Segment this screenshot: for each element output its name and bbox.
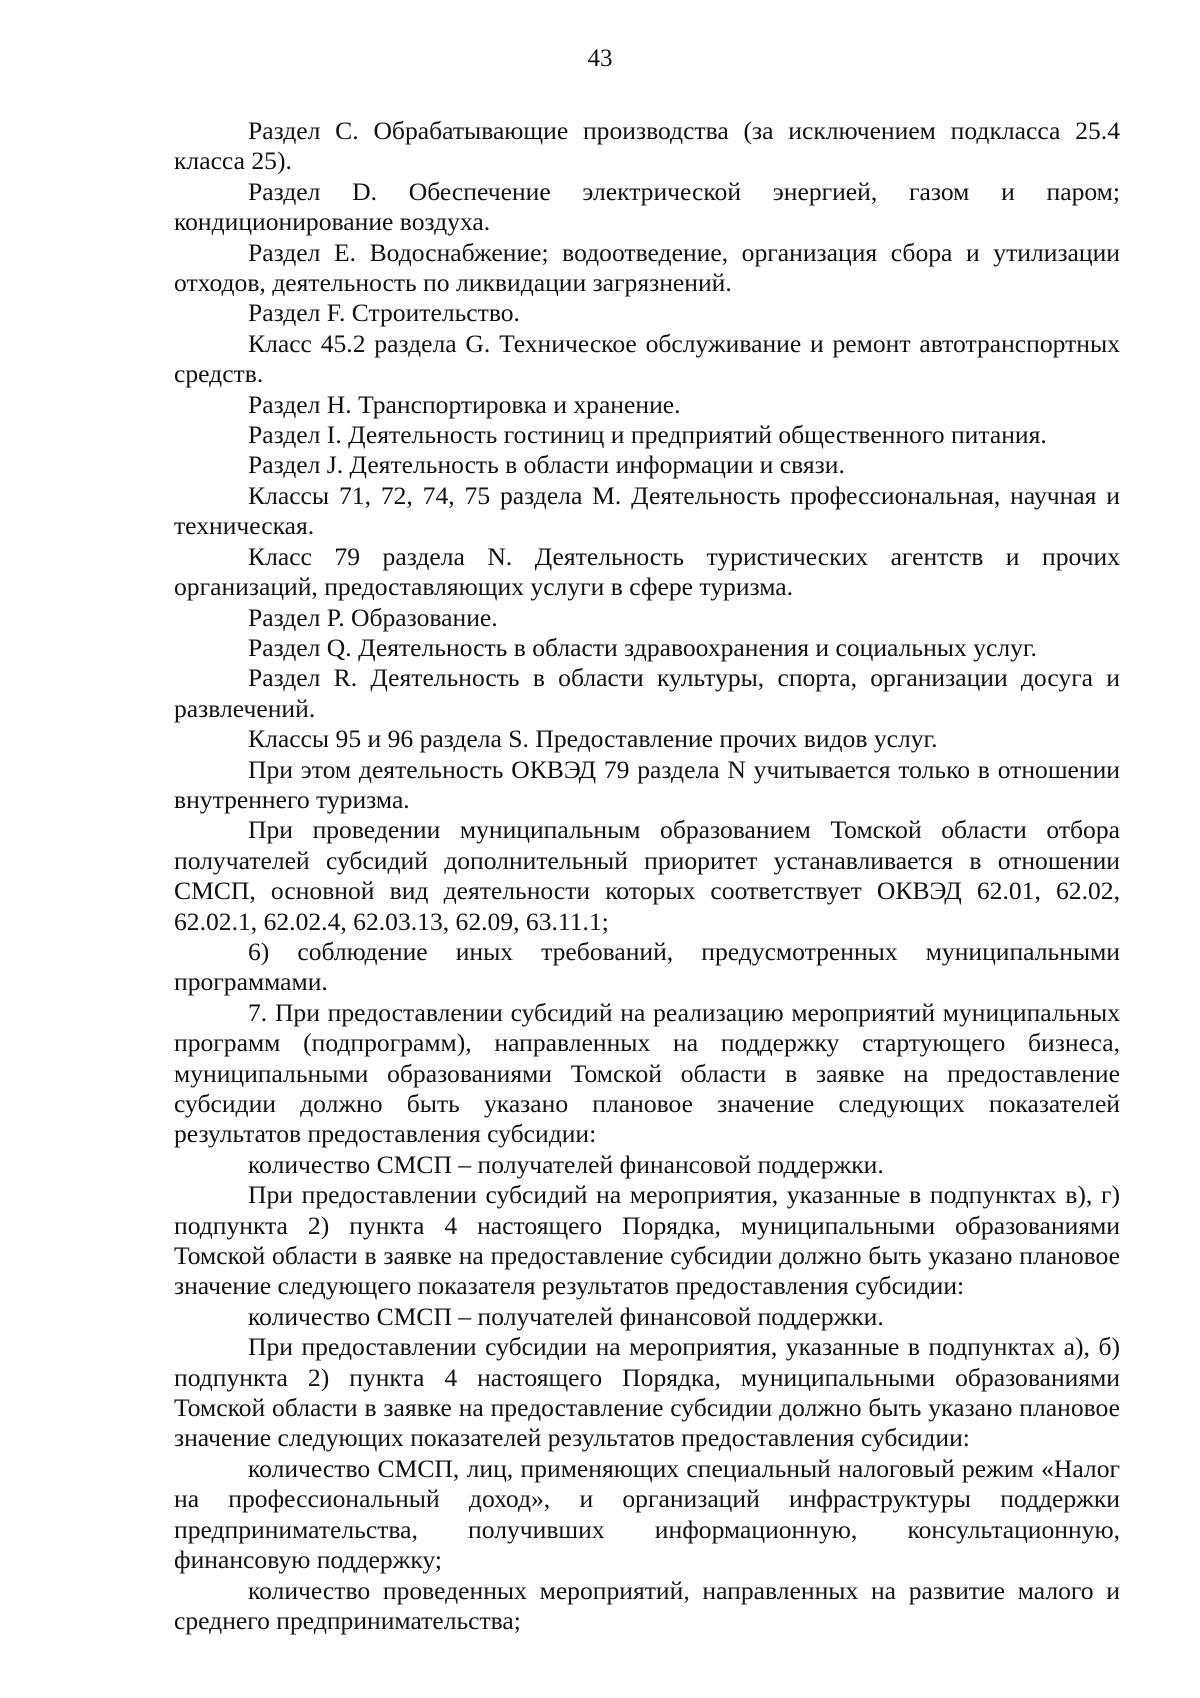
document-body [174, 116, 1120, 1636]
paragraph: Раздел H. Транспортировка и хранение. [248, 389, 681, 419]
paragraph: При предоставлении субсидии на мероприятия, указанные в подпунктах а), б) подпункта 2) пункта 4 настоящего Порядка, муниципальными образованиями Томской области в заявке на предоставление субсидии должно быть указано плановое значение следующих показателей результатов предоставления субсидии: [174, 1332, 1120, 1453]
paragraph: При проведении муниципальным образованием Томской области отбора получателей субсидий дополнительный приоритет устанавливается в отношении СМСП, основной вид деятельности которых соответствует ОКВЭД 62.01, 62.02, 62.02.1, 62.02.4, 62.03.13, 62.09, 63.11.1; [174, 815, 1120, 936]
paragraph: Раздел P. Образование. [248, 602, 498, 632]
paragraph: Раздел F. Строительство. [248, 298, 520, 328]
paragraph: Раздел D. Обеспечение электрической энергией, газом и паром; кондиционирование воздуха. [174, 176, 1120, 237]
paragraph: Раздел J. Деятельность в области информации и связи. [248, 450, 845, 480]
paragraph: количество проведенных мероприятий, направленных на развитие малого и среднего предпринимательства; [174, 1575, 1120, 1635]
paragraph: При предоставлении субсидий на мероприятия, указанные в подпунктах в), г) подпункта 2) пункта 4 настоящего Порядка, муниципальными образованиями Томской области в заявке на предоставление субсидии должно быть указано плановое значение следующего показателя результатов предоставления субсидии: [174, 1180, 1120, 1301]
paragraph: Раздел I. Деятельность гостиниц и предприятий общественного питания. [248, 420, 1047, 450]
paragraph: Классы 71, 72, 74, 75 раздела M. Деятельность профессиональная, научная и техническая. [174, 480, 1120, 541]
paragraph: Раздел R. Деятельность в области культуры, спорта, организации досуга и развлечений. [174, 663, 1120, 723]
paragraph: количество СМСП, лиц, применяющих специальный налоговый режим «Налог на профессиональный доход», и организаций инфраструктуры поддержки предпринимательства, получивших информационную, консультационную, финансовую поддержку; [174, 1453, 1120, 1575]
paragraph: Класс 79 раздела N. Деятельность туристических агентств и прочих организаций, предоставляющих услуги в сфере туризма. [174, 541, 1120, 602]
paragraph: 7. При предоставлении субсидий на реализацию мероприятий муниципальных программ (подпрограмм), направленных на поддержку стартующего бизнеса, муниципальными образованиями Томской области в заявке на предоставление субсидии должно быть указано плановое значение следующих показателей результатов предоставления субсидии: [174, 997, 1120, 1149]
paragraph: При этом деятельность ОКВЭД 79 раздела N учитывается только в отношении внутреннего туризма. [174, 754, 1120, 814]
page-number: 43 [587, 45, 613, 72]
paragraph: количество СМСП – получателей финансовой поддержки. [248, 1149, 884, 1179]
paragraph: Раздел E. Водоснабжение; водоотведение, организация сбора и утилизации отходов, деятельность по ликвидации загрязнений. [174, 237, 1120, 298]
paragraph: количество СМСП – получателей финансовой поддержки. [248, 1301, 884, 1331]
paragraph: 6) соблюдение иных требований, предусмотренных муниципальными программами. [174, 936, 1120, 997]
paragraph: Раздел Q. Деятельность в области здравоохранения и социальных услуг. [248, 632, 1037, 662]
paragraph: Класс 45.2 раздела G. Техническое обслуживание и ремонт автотранспортных средств. [174, 328, 1120, 389]
paragraph: Раздел C. Обрабатывающие производства (за исключением подкласса 25.4 класса 25). [174, 116, 1120, 176]
paragraph: Классы 95 и 96 раздела S. Предоставление прочих видов услуг. [248, 724, 938, 754]
